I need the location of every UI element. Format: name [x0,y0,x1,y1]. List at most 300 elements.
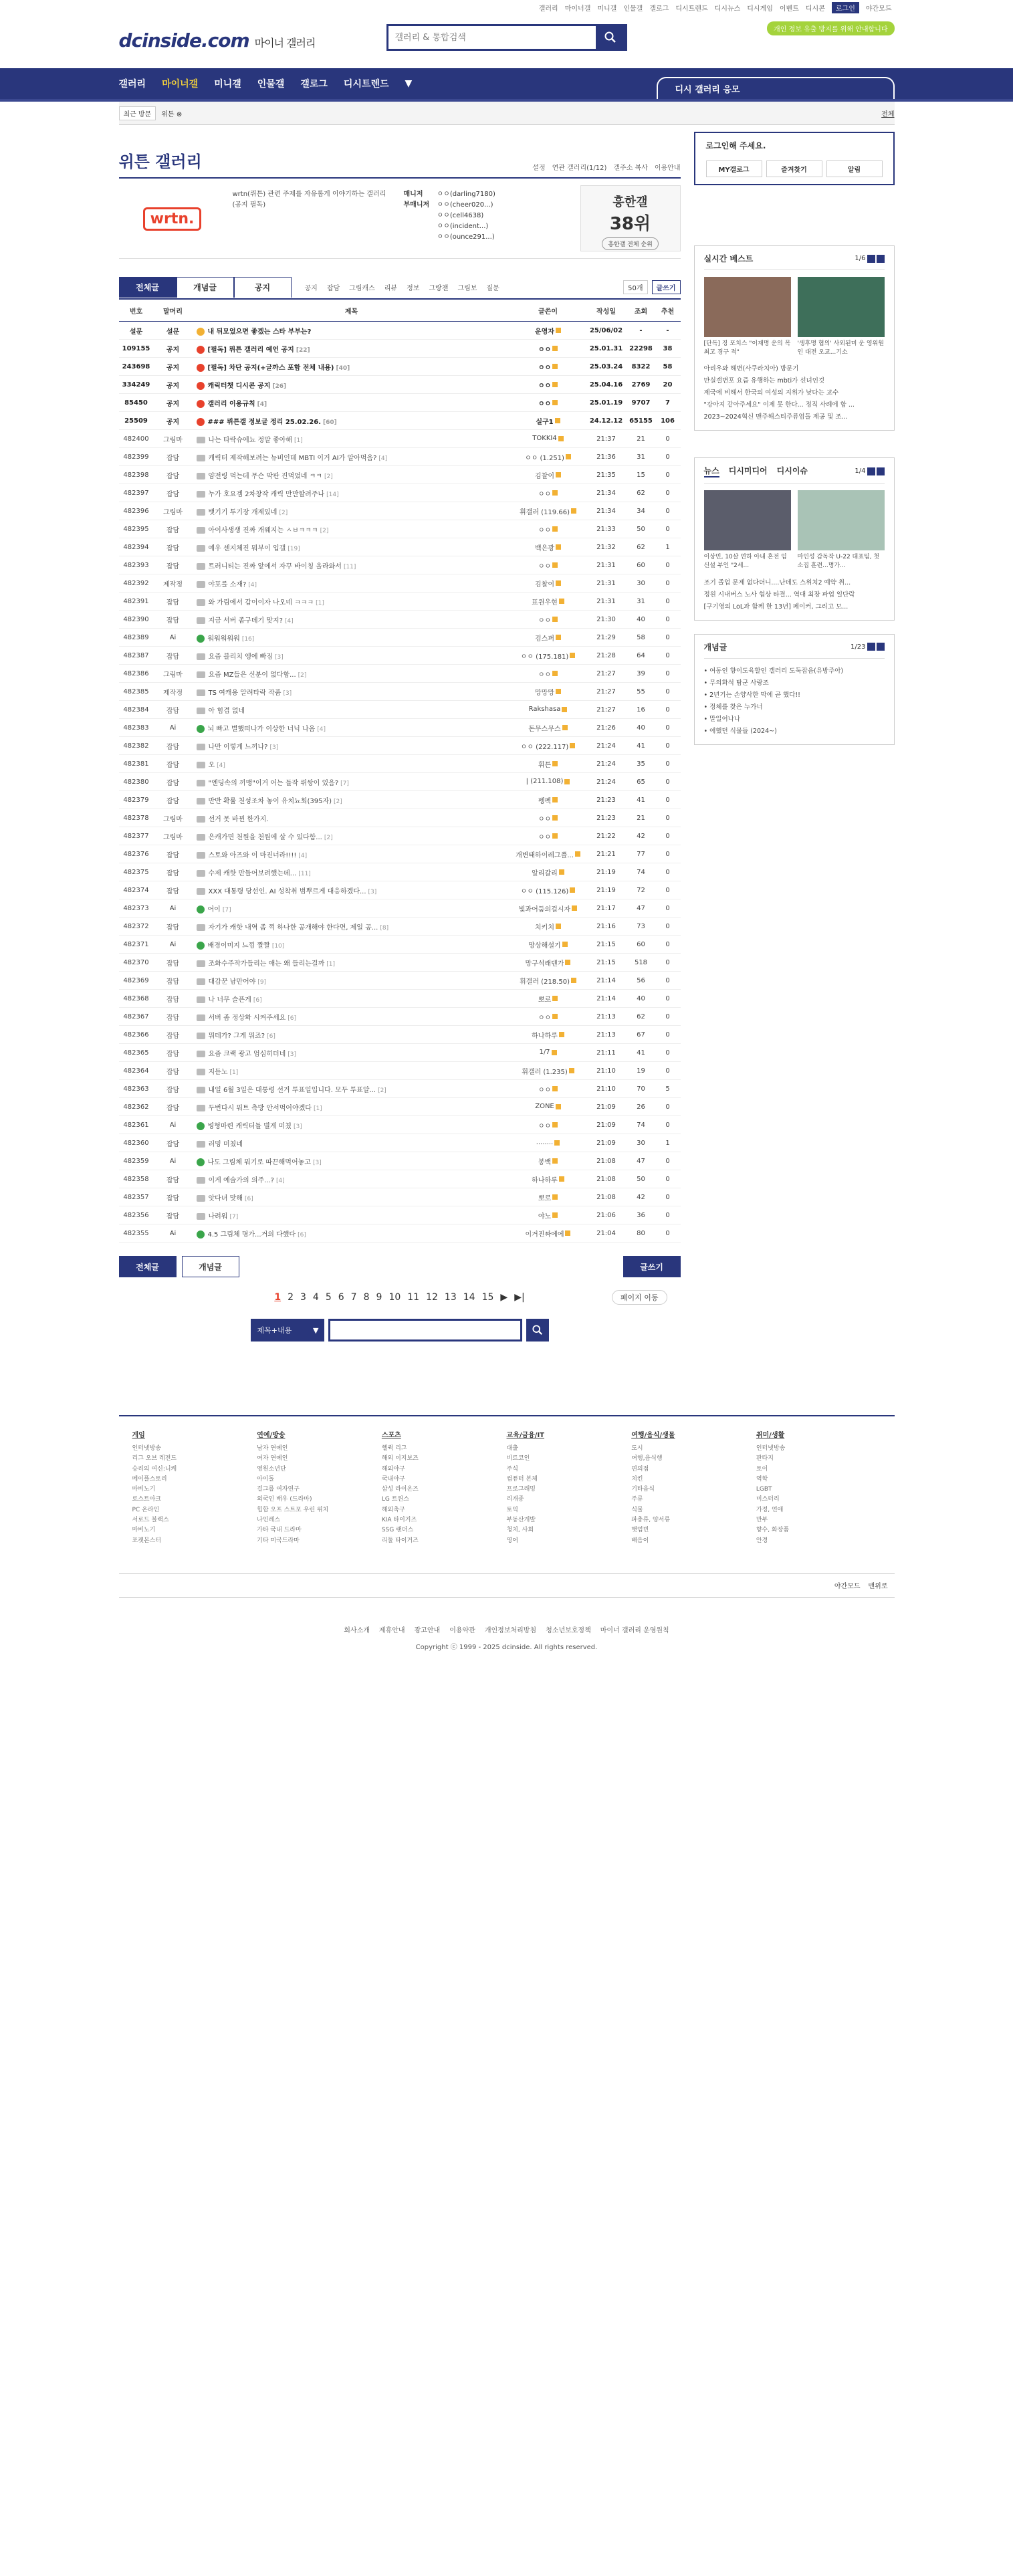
post-title[interactable]: 요즘 크랙 광고 엄심히더네 [208,1050,286,1058]
footer-link[interactable]: 아이돌 [257,1475,275,1483]
post-title[interactable]: 조화수주작가들리는 애는 왜 들리는걸까 [208,960,325,968]
table-row[interactable] [119,611,681,629]
post-subject[interactable] [193,972,511,990]
post-writer[interactable] [511,665,586,683]
post-subject[interactable] [193,1062,511,1080]
writer-name[interactable]: 1/7 [539,1049,550,1057]
news-tab[interactable]: 디시이슈 [776,466,808,476]
table-row[interactable] [119,574,681,593]
post-writer[interactable] [511,502,586,520]
post-subject[interactable] [193,430,511,448]
reply-count[interactable]: [11] [298,870,311,877]
post-title[interactable]: 두번다시 뭐트 측방 안서먹어야겠다 [208,1104,312,1112]
recent-visit-button[interactable]: 최근 방문 [119,106,156,120]
list-item[interactable]: 제국에 비해서 한국의 여성의 지위가 낮다는 교수 [703,389,839,397]
footer-link[interactable]: 식물 [631,1506,643,1513]
post-subject[interactable] [193,737,511,755]
post-subject[interactable] [193,647,511,665]
post-title[interactable]: [필독] 차단 공지(+글까스 포함 전체 내용) [207,364,334,372]
table-row[interactable] [119,466,681,484]
footer-link[interactable]: 만부 [756,1517,768,1524]
writer-name[interactable]: ㅇㅇ [538,400,552,408]
post-writer[interactable] [511,593,586,611]
footer-column-title[interactable]: 여행/음식/생물 [631,1432,675,1439]
writer-name[interactable]: 치키치 [535,924,554,932]
writer-name[interactable]: ㅇㅇ [538,1122,552,1130]
post-writer[interactable] [511,340,586,358]
prev-arrow-icon[interactable] [867,255,875,263]
writer-name[interactable]: ㅇㅇ [538,671,552,679]
post-title[interactable]: 대감꾼 남만어야 [208,978,256,986]
gnb-item[interactable]: 디시트렌드 [343,79,389,90]
post-writer[interactable] [511,1062,586,1080]
footer-link[interactable]: 포켓몬스터 [132,1537,161,1544]
reply-count[interactable]: [3] [269,744,279,751]
head-filter[interactable]: 그림캐스 [349,284,375,292]
footer-link[interactable]: 배음이 [631,1537,649,1544]
bottom-tab-recommend[interactable]: 개념글 [182,1256,239,1277]
post-subject[interactable] [193,574,511,593]
submanager-name[interactable]: ㅇㅇ(ounce291...) [437,233,495,241]
post-subject[interactable] [193,412,511,430]
top-link[interactable]: 미니갤 [597,5,617,13]
post-title[interactable]: 뇌 빠고 별했떠나가 이상한 너닉 나옴 [207,725,316,733]
table-row[interactable] [119,1188,681,1206]
list-item[interactable]: "강아지 같아주세요" 이제 못 한다... 정직 사례에 합 ... [703,401,855,409]
post-subject[interactable] [193,448,511,466]
writer-name[interactable]: ㅇㅇ [538,562,552,570]
table-row[interactable] [119,1170,681,1188]
footer-link[interactable]: 외국인 배우 (드라마) [257,1496,312,1503]
writer-name[interactable]: ㅇㅇ (175.181) [520,653,569,661]
post-title[interactable]: 캐릭터챗 디시콘 공지 [207,382,271,390]
table-row[interactable] [119,322,681,340]
footer-link[interactable]: 가정, 연애 [756,1506,784,1513]
post-title[interactable]: 오 [208,761,215,769]
table-row[interactable] [119,556,681,574]
post-title[interactable]: 4.5 그림체 명가...거의 다했다 [207,1230,296,1239]
post-writer[interactable] [511,809,586,827]
thumb-item[interactable] [798,490,885,570]
post-writer[interactable] [511,1188,586,1206]
writer-name[interactable]: 알리갈리 [532,869,558,877]
post-subject[interactable] [193,990,511,1008]
reply-count[interactable]: [11] [343,563,356,570]
reply-count[interactable]: [7] [229,1213,239,1220]
writer-name[interactable]: ㅇㅇ [538,1014,552,1022]
post-subject[interactable] [193,1026,511,1044]
page-link[interactable]: 4 [312,1292,319,1303]
writer-name[interactable]: ㅇㅇ [538,833,552,841]
post-title[interactable]: 캐릭터 제작해보려는 뉴비인데 MBTI 이거 AI가 알아먹음? [208,454,377,462]
post-title[interactable]: 나도 그림체 뭐기로 따끈해먹어놓고 [207,1158,311,1166]
top-link[interactable]: 디시뉴스 [714,5,741,13]
post-title[interactable]: 나 너무 슬픈게 [208,996,251,1004]
reply-count[interactable]: [4] [317,726,326,733]
post-writer[interactable] [511,791,586,809]
post-writer[interactable] [511,520,586,538]
table-row[interactable] [119,1152,681,1170]
writer-name[interactable]: 휘갤러 (119.66) [520,508,570,516]
footer-link[interactable]: 국내야구 [381,1475,405,1483]
table-row[interactable] [119,520,681,538]
table-row[interactable] [119,448,681,466]
table-row[interactable] [119,791,681,809]
table-row[interactable] [119,1116,681,1134]
post-title[interactable]: 뱃기기 투기장 개제있네 [208,508,277,516]
table-row[interactable] [119,737,681,755]
gnb-item[interactable]: 인물갤 [257,79,285,90]
post-subject[interactable] [193,1116,511,1134]
footer-mode-button[interactable]: 야간모드 [834,1582,861,1590]
footer-link[interactable]: 안경 [756,1537,768,1544]
page-link[interactable]: 12 [426,1292,438,1303]
table-row[interactable] [119,1206,681,1224]
writer-name[interactable]: ㅇㅇ [538,617,552,625]
post-subject[interactable] [193,1008,511,1026]
reply-count[interactable]: [1] [313,1105,322,1112]
footer-link[interactable]: KIA 타이거즈 [381,1517,417,1524]
table-row[interactable] [119,918,681,936]
write-button-top[interactable]: 글쓰기 [652,280,681,294]
post-subject[interactable] [193,918,511,936]
post-writer[interactable] [511,1098,586,1116]
table-row[interactable] [119,899,681,918]
top-link[interactable]: 갤러리 [538,5,558,13]
writer-name[interactable]: 표원우현 [532,599,558,607]
footer-link[interactable]: 헬퀵 리그 [381,1445,407,1452]
post-subject[interactable] [193,484,511,502]
writer-name[interactable]: 하나하루 [532,1032,558,1040]
thumb-caption[interactable]: 이상민, 10살 연하 아내 혼전 임신설 부인 "2세... [703,554,787,570]
footer-link[interactable]: 로스트아크 [132,1496,161,1503]
post-title[interactable]: 나는 타락슈에뇨 정말 좋아해 [208,436,292,444]
gallery-option[interactable]: 설정 [532,165,546,172]
post-subject[interactable] [193,809,511,827]
footer-link[interactable]: 인터넷방송 [132,1445,161,1452]
gallery-option[interactable]: 연관 갤러리(1/12) [552,165,607,172]
reply-count[interactable]: [3] [293,1123,302,1130]
post-title[interactable]: 배경이미지 느낌 짤짤 [207,942,270,950]
writer-name[interactable]: 휘갤러 (218.50) [520,978,570,986]
post-writer[interactable] [511,538,586,556]
reply-count[interactable]: [6] [253,996,262,1004]
write-button[interactable]: 글쓰기 [623,1256,681,1277]
post-writer[interactable] [511,376,586,394]
gnb-item[interactable]: 갤러리 [118,79,146,90]
gallery-option[interactable]: 갤주소 복사 [613,165,648,172]
footer-link[interactable]: 대출 [506,1445,518,1452]
post-writer[interactable] [511,972,586,990]
reply-count[interactable]: [19] [288,545,300,552]
post-subject[interactable] [193,863,511,881]
reply-count[interactable]: [2] [324,834,333,841]
post-subject[interactable] [193,538,511,556]
post-title[interactable]: 요즘 블리치 엥에 빠짐 [208,653,273,661]
table-row[interactable] [119,701,681,719]
writer-name[interactable]: ㅇㅇ [538,815,552,823]
post-subject[interactable] [193,611,511,629]
post-subject[interactable] [193,701,511,719]
table-row[interactable] [119,954,681,972]
post-subject[interactable] [193,1224,511,1243]
writer-name[interactable]: 김찰이 [535,472,554,480]
post-writer[interactable] [511,701,586,719]
head-filter[interactable]: 리뷰 [384,284,398,292]
thumb-caption[interactable]: '생후명 협의' 사외된미 운 영위원인 대전 오교...기소 [797,340,884,356]
post-title[interactable]: 워워워워워 [207,635,240,643]
reply-count[interactable]: [4] [298,852,308,859]
writer-name[interactable]: 백은광 [535,544,554,552]
writer-name[interactable]: ........ [536,1139,554,1147]
bottom-tab-all[interactable]: 전체글 [119,1256,177,1277]
gnb-item[interactable]: 갤로그 [300,79,328,90]
table-row[interactable] [119,376,681,394]
table-row[interactable] [119,1008,681,1026]
list-item[interactable]: 정원 시내버스 노사 협상 타결... 역대 최장 파업 일단락 [703,591,855,599]
reply-count[interactable]: [4] [248,581,257,588]
writer-name[interactable]: 야노 [538,1212,552,1220]
gnb-item[interactable]: 미니갤 [214,79,241,90]
footer-link[interactable]: LGBT [756,1486,772,1493]
post-subject[interactable] [193,520,511,538]
post-title[interactable]: 반반 확률 천성조차 놓이 유치뇨회(395자) [208,797,332,805]
writer-name[interactable]: 망구석래덴가 [525,960,564,968]
post-writer[interactable] [511,773,586,791]
footer-link[interactable]: 나인레스 [257,1517,280,1524]
footer-link[interactable]: 도시 [631,1445,643,1452]
reply-count[interactable]: [2] [279,509,288,516]
post-subject[interactable] [193,322,511,340]
footer-link[interactable]: PC 온라인 [132,1506,160,1513]
table-row[interactable] [119,412,681,430]
post-subject[interactable] [193,502,511,520]
writer-name[interactable]: ㅇㅇ [538,490,552,498]
post-writer[interactable] [511,1152,586,1170]
page-link[interactable]: 7 [350,1292,357,1303]
post-title[interactable]: 내 뒤모었으면 좋겠는 스타 부부는? [207,328,312,336]
post-title[interactable]: 자기가 캐핫 내역 좀 꺽 하나한 공개해야 한다면, 제일 공... [208,924,378,932]
page-link[interactable]: 5 [325,1292,332,1303]
footer-link[interactable]: 부동산개발 [506,1517,536,1524]
post-title[interactable]: TS 여캐용 알려타락 작품 [208,689,282,697]
post-title[interactable]: XXX 대통령 당선인. AI 성착취 범뿌르게 대응하겠다... [208,887,366,895]
post-writer[interactable] [511,1206,586,1224]
next-arrow-icon[interactable] [877,255,885,263]
reply-count[interactable]: [2] [378,1087,386,1094]
thumb-item[interactable] [704,490,791,570]
post-subject[interactable] [193,954,511,972]
writer-name[interactable]: ㅇㅇ [538,364,552,372]
top-link[interactable]: 로그인 [832,2,859,13]
tab-recommend[interactable]: 개념글 [177,277,234,298]
promo-banner[interactable]: 개인 정보 유출 방지를 위해 안내합니다 [767,21,894,35]
page-link[interactable]: 6 [338,1292,344,1303]
footer-bottom-link[interactable]: 광고안내 [414,1626,441,1634]
writer-name[interactable]: 검스퍼 [535,635,554,643]
writer-name[interactable]: 개변태하이레그플... [516,851,574,859]
writer-name[interactable]: 운영자 [535,328,554,336]
login-menu-button[interactable]: 알림 [826,160,883,177]
post-title[interactable]: 뭐데가? 그게 뭐죠? [208,1032,265,1040]
post-title[interactable]: 예우 센지체진 뭐부이 입갤 [208,544,286,552]
post-subject[interactable] [193,1206,511,1224]
footer-bottom-link[interactable]: 청소년보호정책 [546,1626,591,1634]
post-title[interactable]: 얌전링 먹는데 무슨 막판 진먹었네 ㅋㅋ [208,472,322,480]
post-subject[interactable] [193,1098,511,1116]
post-subject[interactable] [193,719,511,737]
footer-link[interactable]: 기타음식 [631,1486,655,1493]
last-page-icon[interactable]: ▶| [514,1292,525,1303]
post-subject[interactable] [193,1170,511,1188]
post-writer[interactable] [511,845,586,863]
footer-column-title[interactable]: 게임 [132,1432,145,1439]
reply-count[interactable]: [3] [274,653,284,661]
reply-count[interactable]: [26] [272,383,287,390]
footer-link[interactable]: 프로그래밍 [506,1486,536,1493]
post-subject[interactable] [193,881,511,899]
table-row[interactable] [119,394,681,412]
footer-mode-button[interactable]: 맨위로 [868,1582,888,1590]
list-item[interactable]: • 2년기는 손양사한 막에 곧 했다!! [703,691,800,699]
top-link[interactable]: 디시게임 [747,5,773,13]
news-tab[interactable]: 디시미디어 [728,466,768,476]
post-writer[interactable] [511,394,586,412]
gnb-item[interactable]: 마이너갤 [162,79,199,90]
table-row[interactable] [119,827,681,845]
footer-link[interactable]: 마비노기 [132,1486,156,1493]
thumb-caption[interactable]: [단독] 징 포치스 "이재명 운의 목 최고 경구 적" [703,340,791,356]
writer-name[interactable]: 뽀로 [538,1194,552,1202]
post-title[interactable]: 아 힘겹 없네 [208,707,245,715]
login-menu-button[interactable]: MY갤로그 [706,160,762,177]
post-writer[interactable] [511,484,586,502]
footer-column-title[interactable]: 연예/방송 [257,1432,286,1439]
writer-name[interactable]: | (211.108) [526,778,564,786]
login-menu-button[interactable]: 즐겨찾기 [766,160,822,177]
post-subject[interactable] [193,665,511,683]
tab-all[interactable]: 전체글 [119,277,177,298]
post-title[interactable]: 와 가림에서 갑이이자 나오네 ㅋㅋㅋ [208,599,314,607]
table-row[interactable] [119,1224,681,1243]
post-subject[interactable] [193,358,511,376]
table-row[interactable] [119,990,681,1008]
post-writer[interactable] [511,629,586,647]
rank-all-button[interactable]: 흥한갤 전체 순위 [602,237,659,250]
reply-count[interactable]: [4] [378,455,388,462]
footer-column-title[interactable]: 스포츠 [381,1432,401,1439]
list-item[interactable]: • 여동인 향이도육할인 갤러리 도둑잡음(유방주아) [703,667,844,675]
table-row[interactable] [119,665,681,683]
post-subject[interactable] [193,936,511,954]
reply-count[interactable]: [4] [284,617,294,625]
footer-link[interactable]: 승리의 여신:니케 [132,1465,177,1473]
footer-link[interactable]: 영원소년단 [257,1465,286,1473]
post-writer[interactable] [511,611,586,629]
table-row[interactable] [119,936,681,954]
search-type-select[interactable] [251,1319,324,1341]
writer-name[interactable]: ㅇㅇ [538,346,552,354]
reply-count[interactable]: [1] [316,599,324,607]
list-item[interactable]: 조기 졸업 문제 없다더니....난데도 스위치2 예약 취... [703,578,851,586]
table-row[interactable] [119,1062,681,1080]
head-filter[interactable]: 정보 [407,284,420,292]
reply-count[interactable]: [16] [241,635,255,643]
footer-link[interactable]: 파충류, 양서류 [631,1517,671,1524]
next-arrow-icon[interactable] [877,467,885,475]
post-subject[interactable] [193,1134,511,1152]
reply-count[interactable]: [1] [326,960,336,968]
writer-name[interactable]: 펭펙 [538,797,552,805]
post-subject[interactable] [193,755,511,773]
footer-link[interactable]: 토익 [506,1506,518,1513]
reply-count[interactable]: [2] [298,671,307,679]
gallery-title[interactable]: 위튼 갤러리 [118,152,202,171]
post-subject[interactable] [193,827,511,845]
reply-count[interactable]: [3] [312,1159,322,1166]
table-row[interactable] [119,881,681,899]
table-row[interactable] [119,647,681,665]
page-move-button[interactable]: 페이지 이동 [612,1290,667,1305]
bottom-search-input[interactable] [328,1319,522,1341]
manager-name[interactable]: ㅇㅇ(darling7180) [437,191,495,198]
post-subject[interactable] [193,556,511,574]
footer-link[interactable]: 향수, 화장품 [756,1527,790,1534]
post-title[interactable]: 선거 못 바뀐 한가지. [208,815,269,823]
page-link[interactable]: 14 [463,1292,475,1303]
top-link[interactable]: 이벤트 [779,5,799,13]
footer-link[interactable]: 토이 [756,1465,768,1473]
reply-count[interactable]: [6] [298,1231,306,1239]
post-writer[interactable] [511,647,586,665]
post-writer[interactable] [511,827,586,845]
news-tab[interactable]: 뉴스 [704,465,719,477]
post-writer[interactable] [511,430,586,448]
post-title[interactable]: 나려워 [208,1212,228,1220]
footer-link[interactable]: 서로드 블랙스 [132,1517,169,1524]
reply-count[interactable]: [7] [340,780,349,787]
footer-link[interactable]: SSG 랜더스 [381,1527,414,1534]
reply-count[interactable]: [10] [271,942,285,950]
reply-count[interactable]: [14] [326,491,339,498]
post-title[interactable]: 아이사생생 진짜 개웨지는 ㅅㅂㅋㅋㅋ [208,526,318,534]
footer-bottom-link[interactable]: 개인정보처리방침 [484,1626,537,1634]
list-item[interactable]: 2023~2024혁신 맨주해스티주류엄돌 제공 및 조... [703,413,848,421]
reply-count[interactable]: [4] [257,401,267,408]
reply-count[interactable]: [9] [257,978,267,986]
page-link[interactable]: 13 [444,1292,457,1303]
footer-link[interactable]: 주류 [631,1496,643,1503]
list-item[interactable]: 아리우와 해변(사쿠라치아) 방문기 [703,365,799,373]
footer-link[interactable]: 해외축구 [381,1506,405,1513]
reply-count[interactable]: [22] [296,346,310,354]
post-subject[interactable] [193,466,511,484]
footer-column-title[interactable]: 교육/금융/IT [506,1432,545,1439]
page-link[interactable]: 15 [481,1292,494,1303]
bottom-search-button[interactable] [526,1319,549,1341]
list-item[interactable]: • 무의화석 탐군 사랑조 [703,679,769,687]
next-arrow-icon[interactable] [877,643,885,651]
top-link[interactable]: 인물갤 [623,5,643,13]
post-writer[interactable] [511,899,586,918]
writer-name[interactable]: 망상해설기 [528,942,561,950]
footer-link[interactable]: 판타지 [756,1455,774,1463]
writer-name[interactable]: 이거진짜에에 [525,1230,564,1239]
writer-name[interactable]: 휘튼 [538,761,552,769]
post-writer[interactable] [511,466,586,484]
table-row[interactable] [119,502,681,520]
post-title[interactable]: 서버 좀 정상화 시켜주세요 [208,1014,286,1022]
